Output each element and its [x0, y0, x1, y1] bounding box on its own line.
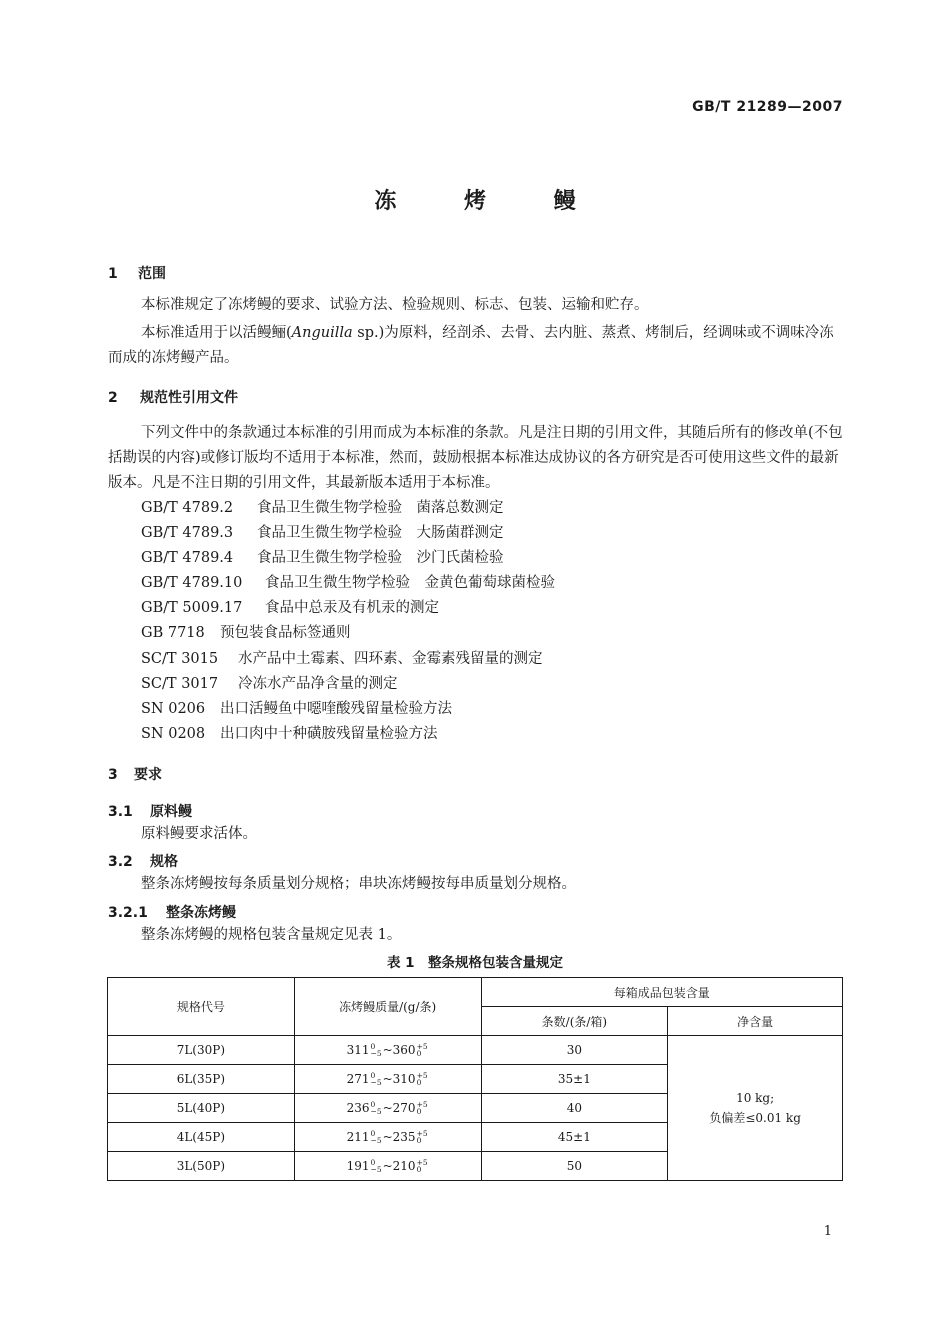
header-code: 规格代号	[108, 978, 295, 1036]
mass-min: 236	[346, 1100, 370, 1115]
mass-min: 311	[346, 1042, 370, 1057]
range-separator: ~	[382, 1129, 393, 1144]
cell-mass	[294, 1094, 481, 1123]
cell-count: 35±1	[481, 1065, 668, 1094]
header-count: 条数/(条/箱)	[481, 1007, 668, 1036]
section-3-1-text	[108, 822, 843, 847]
paragraph-text: sp.)为原料，经剖杀、去骨、去内脏、蒸煮、烤制后，经调味或不调味冷冻而成的冻烤鳗产品。	[108, 325, 834, 366]
section-1-paragraph-1	[108, 293, 843, 318]
section-number: 1	[108, 266, 118, 282]
reference-code: GB/T 4789.2	[141, 500, 234, 516]
cell-code: 6L(35P)	[108, 1065, 295, 1094]
mass-min: 211	[346, 1129, 370, 1144]
standard-number: GB/T 21289—2007	[692, 99, 843, 115]
section-title: 规范性引用文件	[140, 390, 238, 406]
section-number: 3	[108, 767, 118, 783]
section-1-heading	[108, 263, 166, 283]
section-3-2-1-text	[108, 923, 843, 948]
reference-item	[141, 722, 438, 747]
paragraph-text: 下列文件中的条款通过本标准的引用而成为本标准的条款。凡是注日期的引用文件，其随后所有的修改单(不包括勘误的内容)或修订版均不适用于本标准，然而，鼓励根据本标准达成协议的各方研究是否可使用这些文件的最新版本。凡是不注日期的引用文件，其最新版本适用于本标准。	[108, 425, 843, 491]
cell-mass	[294, 1065, 481, 1094]
max-tolerance: +5 0	[416, 1042, 428, 1059]
reference-item	[141, 672, 398, 697]
reference-code: GB 7718	[141, 625, 205, 641]
cell-code: 3L(50P)	[108, 1152, 295, 1181]
page-number: 1	[823, 1224, 832, 1239]
mass-min: 191	[346, 1158, 370, 1173]
reference-item	[141, 621, 351, 646]
paragraph-text: 整条冻烤鳗按每条质量划分规格；串块冻烤鳗按每串质量划分规格。	[141, 876, 576, 892]
section-number: 3.1	[108, 804, 133, 820]
mass-max: 270	[392, 1100, 416, 1115]
section-3-heading	[108, 764, 162, 784]
mass-max: 360	[392, 1042, 416, 1057]
reference-item	[141, 496, 504, 521]
range-separator: ~	[382, 1100, 393, 1115]
section-3-2-heading	[108, 851, 178, 871]
paragraph-text: 本标准适用于以活鳗鲡(	[141, 325, 292, 341]
reference-title: 水产品中土霉素、四环素、金霉素残留量的测定	[238, 651, 543, 667]
min-tolerance: 0 −5	[370, 1158, 382, 1175]
net-content-line-1: 10 kg;	[736, 1091, 775, 1105]
cell-count: 40	[481, 1094, 668, 1123]
header-box-content: 每箱成品包装含量	[481, 978, 842, 1007]
reference-title: 出口活鳗鱼中噁喹酸残留量检验方法	[220, 701, 452, 717]
mass-min: 271	[346, 1071, 370, 1086]
reference-code: SC/T 3017	[141, 676, 219, 692]
min-tolerance: 0 −5	[370, 1129, 382, 1146]
reference-title: 食品卫生微生物学检验 大肠菌群测定	[257, 525, 504, 541]
reference-code: GB/T 4789.10	[141, 575, 243, 591]
reference-code: GB/T 4789.3	[141, 525, 234, 541]
section-1-paragraph-2	[108, 321, 843, 371]
section-2-heading	[108, 387, 238, 407]
reference-code: SN 0208	[141, 726, 206, 742]
reference-item	[141, 571, 555, 596]
section-3-1-heading	[108, 801, 192, 821]
reference-title: 冷冻水产品净含量的测定	[238, 676, 398, 692]
reference-title: 食品卫生微生物学检验 金黄色葡萄球菌检验	[265, 575, 555, 591]
section-number: 3.2	[108, 854, 133, 870]
cell-net-content	[668, 1036, 843, 1181]
reference-title: 出口肉中十种磺胺残留量检验方法	[220, 726, 438, 742]
spec-table	[107, 977, 843, 1181]
section-number: 3.2.1	[108, 905, 148, 921]
reference-item	[141, 697, 452, 722]
table-caption: 表 1 整条规格包装含量规定	[386, 955, 564, 971]
min-tolerance: 0 −5	[370, 1100, 382, 1117]
section-number: 2	[108, 390, 118, 406]
cell-count: 30	[481, 1036, 668, 1065]
header-mass: 冻烤鳗质量/(g/条)	[294, 978, 481, 1036]
range-separator: ~	[382, 1071, 393, 1086]
cell-count: 45±1	[481, 1123, 668, 1152]
reference-title: 食品中总汞及有机汞的测定	[265, 600, 439, 616]
section-title: 原料鳗	[150, 804, 192, 820]
section-3-2-1-heading	[108, 902, 236, 922]
reference-code: SC/T 3015	[141, 651, 219, 667]
cell-mass	[294, 1036, 481, 1065]
mass-max: 210	[392, 1158, 416, 1173]
range-separator: ~	[382, 1042, 393, 1057]
max-tolerance: +5 0	[416, 1158, 428, 1175]
section-title: 要求	[134, 767, 162, 783]
paragraph-text: 本标准规定了冻烤鳗的要求、试验方法、检验规则、标志、包装、运输和贮存。	[141, 297, 649, 313]
reference-item	[141, 647, 543, 672]
section-2-intro	[108, 421, 843, 496]
mass-max: 310	[392, 1071, 416, 1086]
reference-code: GB/T 4789.4	[141, 550, 234, 566]
header-net: 净含量	[668, 1007, 843, 1036]
table-row	[108, 1036, 843, 1065]
cell-mass	[294, 1123, 481, 1152]
section-title: 规格	[150, 854, 178, 870]
section-title: 范围	[138, 266, 166, 282]
species-name: Anguilla	[291, 325, 353, 341]
net-content-line-2: 负偏差≤0.01 kg	[709, 1111, 801, 1125]
min-tolerance: 0 −5	[370, 1042, 382, 1059]
max-tolerance: +5 0	[416, 1129, 428, 1146]
reference-title: 食品卫生微生物学检验 菌落总数测定	[257, 500, 504, 516]
cell-code: 7L(30P)	[108, 1036, 295, 1065]
max-tolerance: +5 0	[416, 1071, 428, 1088]
paragraph-text: 原料鳗要求活体。	[141, 826, 257, 842]
reference-title: 预包装食品标签通则	[220, 625, 351, 641]
cell-code: 5L(40P)	[108, 1094, 295, 1123]
reference-code: GB/T 5009.17	[141, 600, 243, 616]
document-title: 冻 烤 鳗	[374, 189, 606, 214]
section-3-2-text	[108, 872, 843, 897]
cell-count: 50	[481, 1152, 668, 1181]
reference-code: SN 0206	[141, 701, 206, 717]
cell-code: 4L(45P)	[108, 1123, 295, 1152]
reference-title: 食品卫生微生物学检验 沙门氏菌检验	[257, 550, 504, 566]
cell-mass	[294, 1152, 481, 1181]
max-tolerance: +5 0	[416, 1100, 428, 1117]
mass-max: 235	[392, 1129, 416, 1144]
range-separator: ~	[382, 1158, 393, 1173]
reference-item	[141, 546, 504, 571]
min-tolerance: 0 −5	[370, 1071, 382, 1088]
reference-item	[141, 596, 439, 621]
reference-item	[141, 521, 504, 546]
paragraph-text: 整条冻烤鳗的规格包装含量规定见表 1。	[141, 927, 402, 943]
section-title: 整条冻烤鳗	[166, 905, 236, 921]
